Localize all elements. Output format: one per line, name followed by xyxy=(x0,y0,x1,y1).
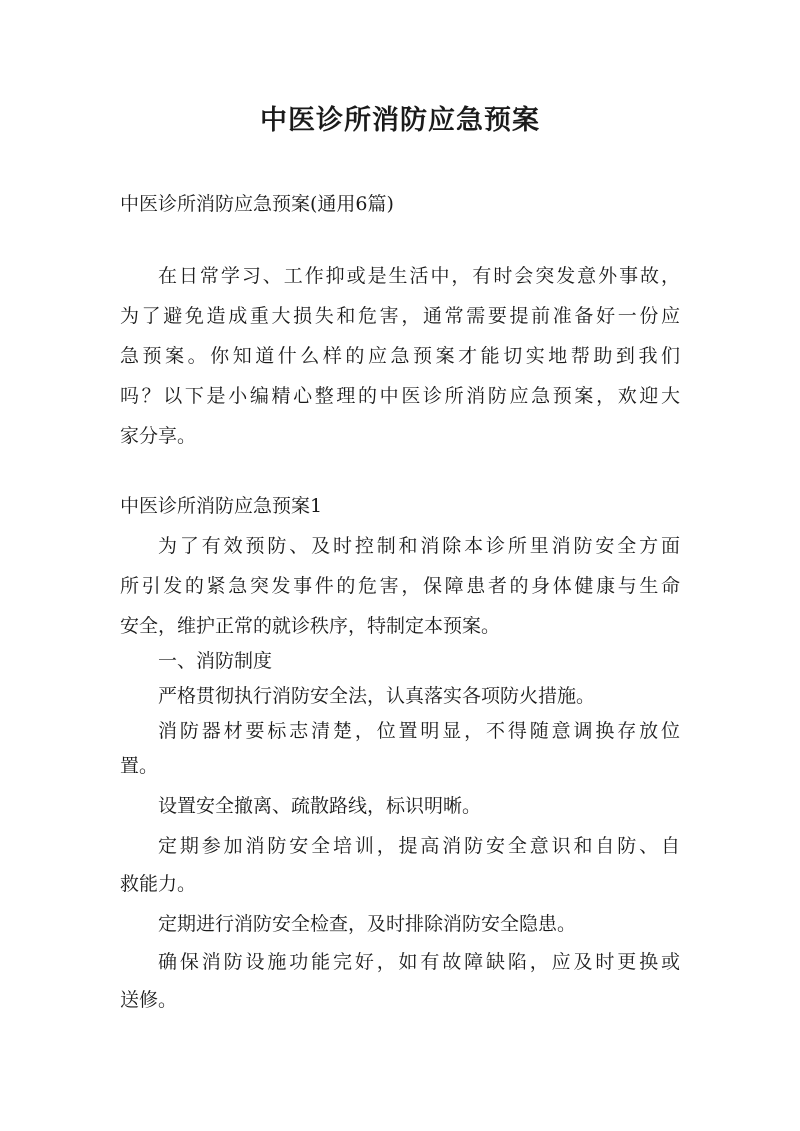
rule-line-1: 严格贯彻执行消防安全法，认真落实各项防火措施。 xyxy=(158,685,596,707)
section-line-3: 安全，维护正常的就诊秩序，特制定本预案。 xyxy=(120,615,501,637)
rule-line-5: 定期参加消防安全培训，提高消防安全意识和自防、自 xyxy=(158,835,680,857)
document-title: 中医诊所消防应急预案 xyxy=(260,105,540,136)
document-subtitle: 中医诊所消防应急预案(通用6篇) xyxy=(120,193,394,215)
rule-line-9: 送修。 xyxy=(120,989,178,1011)
section-heading: 中医诊所消防应急预案1 xyxy=(120,495,323,517)
rule-line-4: 设置安全撤离、疏散路线，标识明晰。 xyxy=(158,795,482,817)
intro-line-2: 为了避免造成重大损失和危害，通常需要提前准备好一份应 xyxy=(120,305,680,327)
section-line-2: 所引发的紧急突发事件的危害，保障患者的身体健康与生命 xyxy=(120,575,680,597)
rule-line-6: 救能力。 xyxy=(120,873,197,895)
rule-line-8: 确保消防设施功能完好，如有故障缺陷，应及时更换或 xyxy=(158,951,680,973)
intro-line-3: 急预案。你知道什么样的应急预案才能切实地帮助到我们 xyxy=(120,345,680,367)
rule-line-3: 置。 xyxy=(120,755,159,777)
rule-line-2: 消防器材要标志清楚，位置明显，不得随意调换存放位 xyxy=(158,720,680,742)
intro-line-5: 家分享。 xyxy=(120,425,197,447)
section-line-1: 为了有效预防、及时控制和消除本诊所里消防安全方面 xyxy=(158,535,680,557)
rule-line-7: 定期进行消防安全检查，及时排除消防安全隐患。 xyxy=(158,913,577,935)
intro-line-1: 在日常学习、工作抑或是生活中，有时会突发意外事故， xyxy=(158,265,680,287)
subheading: 一、消防制度 xyxy=(158,650,273,672)
intro-line-4: 吗？以下是小编精心整理的中医诊所消防应急预案，欢迎大 xyxy=(120,385,680,407)
